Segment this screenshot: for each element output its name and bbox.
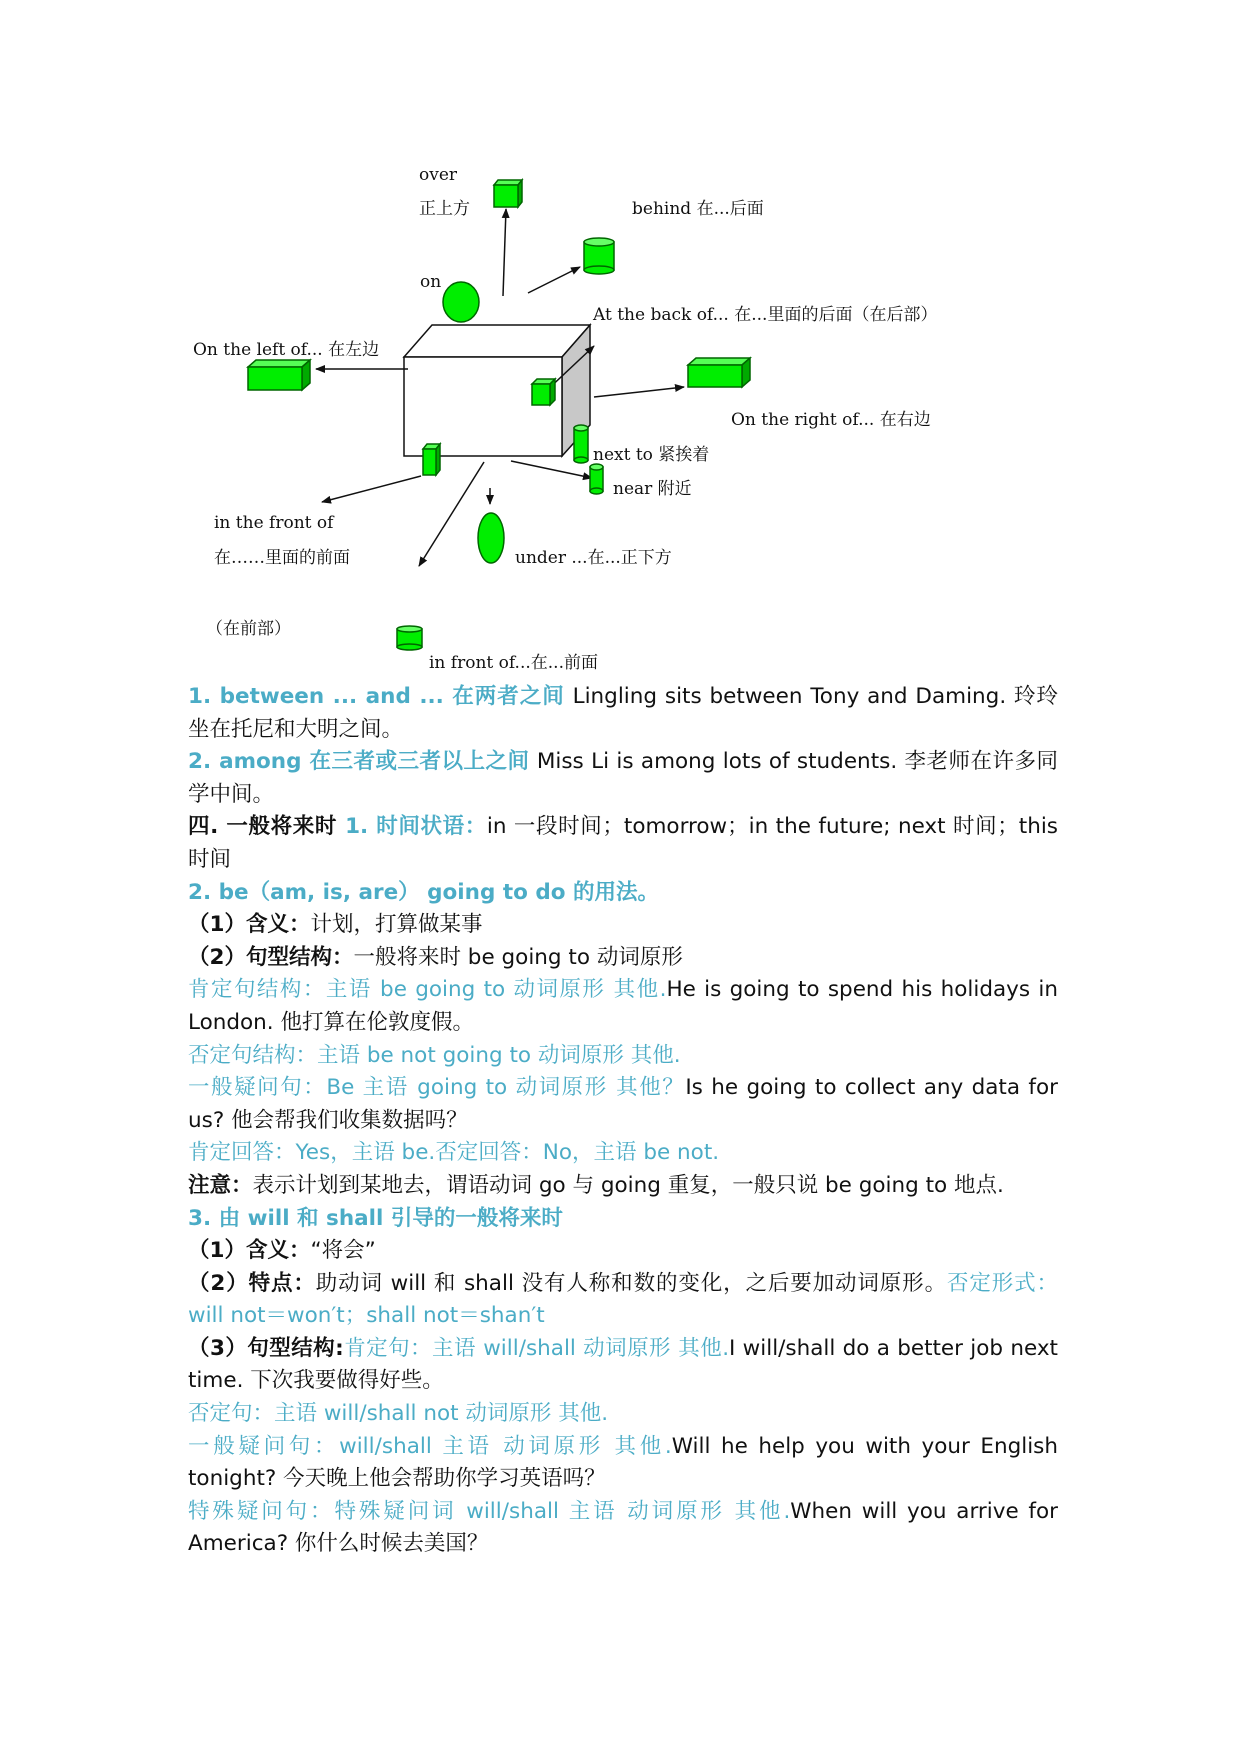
line-among: 2. among 在三者或三者以上之间 Miss Li is among lots of students. 李老师在许多同学中间。 xyxy=(188,749,1058,807)
line-structure-2: （3）句型结构:肯定句：主语 will/shall 动词原形 其他.I will/shall do a better job next time. 下次我要做得好些。 xyxy=(188,1335,1058,1394)
label-near: near 附近 xyxy=(613,479,692,499)
line-meaning-2: （1）含义：“将会” xyxy=(188,1238,376,1264)
line-structure-1: （2）句型结构：一般将来时 be going to 动词原形 xyxy=(188,944,683,970)
box-in-the-front-shape xyxy=(423,444,440,475)
line-features: （2）特点：助动词 will 和 shall 没有人称和数的变化，之后要加动词原形。否定形式：will not＝won′t；shall not＝shan′t xyxy=(188,1270,1058,1329)
label-in-the-front: in the front of xyxy=(214,513,334,533)
cylinder-near-shape xyxy=(590,464,603,494)
arrow-right xyxy=(594,387,684,397)
label-left: On the left of... 在左边 xyxy=(193,340,380,360)
ellipse-under-shape xyxy=(478,513,504,563)
line-negative-2: 否定句：主语 will/shall not 动词原形 其他. xyxy=(188,1401,609,1427)
line-note: 注意：表示计划到某地去，谓语动词 go 与 going 重复，一般只说 be going to 地点. xyxy=(188,1172,1004,1198)
line-question-2: 一般疑问句：will/shall 主语 动词原形 其他.Will he help you with your English tonight? 今天晚上他会帮助你学习英语吗？ xyxy=(188,1433,1058,1492)
line-answers-1: 肯定回答：Yes，主语 be.否定回答：No，主语 be not. xyxy=(188,1140,720,1166)
label-in-front: in front of...在...前面 xyxy=(429,653,598,673)
label-over: over xyxy=(419,165,458,185)
line-future-tense: 四. 一般将来时 1. 时间状语：in 一段时间；tomorrow；in the future; next 时间；this 时间 xyxy=(188,814,1058,872)
label-on: on xyxy=(420,272,442,292)
cylinder-behind-shape xyxy=(584,238,614,274)
label-over-cn: 正上方 xyxy=(419,199,470,219)
label-next-to: next to 紧挨着 xyxy=(593,445,710,465)
cylinder-next-to-shape xyxy=(574,425,588,463)
box-right-shape xyxy=(688,358,750,387)
arrow-in-front xyxy=(419,462,484,566)
central-box xyxy=(404,325,590,456)
label-behind: behind 在...后面 xyxy=(632,199,764,219)
arrow-behind xyxy=(528,267,580,293)
cube-over-shape xyxy=(494,180,522,207)
arrow-over xyxy=(503,209,506,296)
line-question-1: 一般疑问句：Be 主语 going to 动词原形 其他？Is he going to collect any data for us? 他会帮我们收集数据吗？ xyxy=(188,1075,1058,1133)
arrow-in-the-front xyxy=(322,476,421,502)
prepositions-diagram xyxy=(0,0,1240,680)
line-meaning-1: （1）含义：计划，打算做某事 xyxy=(188,912,483,938)
grammar-notes xyxy=(188,681,1058,1561)
line-affirmative-1: 肯定句结构：主语 be going to 动词原形 其他.He is going to spend his holidays in London. 他打算在伦敦度假。 xyxy=(188,977,1058,1035)
line-will-shall: 3. 由 will 和 shall 引导的一般将来时 xyxy=(188,1205,563,1231)
line-special-question: 特殊疑问句：特殊疑问词 will/shall 主语 动词原形 其他.When will you arrive for America? 你什么时候去美国？ xyxy=(188,1498,1058,1557)
label-front-part: （在前部） xyxy=(206,619,291,639)
line-negative-1: 否定句结构：主语 be not going to 动词原形 其他. xyxy=(188,1042,681,1068)
cylinder-in-front-shape xyxy=(397,626,422,650)
line-be-going-to: 2. be（am, is, are） going to do 的用法。 xyxy=(188,879,660,905)
cube-at-back-shape xyxy=(532,379,555,405)
label-under: under ...在...正下方 xyxy=(515,548,672,568)
label-right: On the right of... 在右边 xyxy=(731,410,931,430)
box-left-shape xyxy=(248,360,310,390)
label-in-the-front-cn: 在……里面的前面 xyxy=(214,548,350,568)
line-between: 1. between ... and ... 在两者之间 Lingling sits between Tony and Daming. 玲玲坐在托尼和大明之间。 xyxy=(188,684,1058,742)
ellipse-on-shape xyxy=(443,282,479,322)
label-at-back: At the back of... 在...里面的后面（在后部） xyxy=(593,305,938,325)
